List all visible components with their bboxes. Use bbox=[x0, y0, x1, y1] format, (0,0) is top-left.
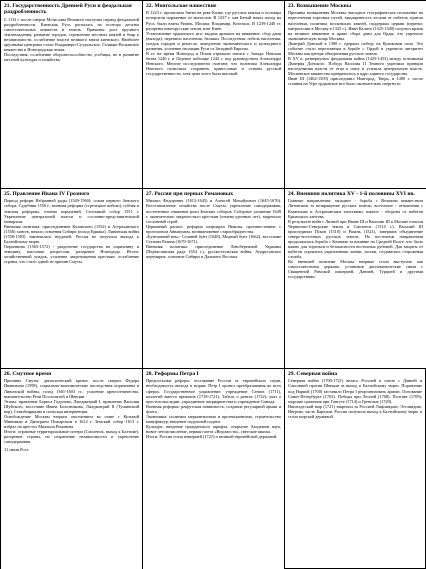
card-body: Северная война (1700-1721) велась Россией в союзе с Данией и Саксонией против Швеции за выход к Балтийскому морю. Поражение под Нарвой (1700) заставило Петра I реорганизовать армию. Основание Санкт-Петербурга (1703). Победы при Лесной (1708), Полтаве (1709), морские сражения при Гангуте (1714) и Гренгаме (1720). Ништадтский мир (1721) закрепил за Россией Лифляндию, Эстляндию, Ингрию, часть Карелии. Россия получила выход к Балтийскому морю и стала морской державой. bbox=[288, 378, 422, 419]
card-body: Причины возвышения Москвы: выгодное географическое положение на пересечении торговых путей, защищенность лесами от набегов, приток населения, политика московских князей, поддержка церкви (перенос митрополии в Москву в 1325 г.). Иван Калита (1325-1340) получил ярлык на великое княжение и право сбора дани для Орды, что укрепило экономическую мощь Москвы. Дмитрий Донской в 1380 г. одержал победу на Куликовом поле. Это событие стало переломным в борьбе с Ордой и укрепило авторитет Москвы как центра объединения русских земель. В XV в. развернулась феодальная война (1425-1453) между потомками Дмитрия Донского. Победа Василия II Темного укрепила принцип наследования власти от отца к сыну и усилила центральную власть. Московское княжество превратилось в ядро единого государства. Иван III (1462-1505) присоединил Новгород, Тверь, в 1480 г. после стояния на Угре ордынское иго было окончательно свергнуто. bbox=[288, 10, 423, 87]
card-title: 21. Государственность Древней Руси и феодальная раздробленность bbox=[4, 3, 132, 16]
card-21 bbox=[0, 0, 142, 188]
card-22 bbox=[142, 0, 284, 188]
card-23 bbox=[284, 0, 426, 188]
card-28 bbox=[142, 368, 284, 569]
card-29 bbox=[284, 368, 426, 569]
card-body: Предпосылки реформ: отставание России от европейских стран, необходимость выхода к морям. Петр I провел преобразования во всех сферах. Государственное управление: учреждение Сената (1711), коллегий вместо приказов (1718-1721), Табель о рангах (1722), указ о престолонаследии, упразднение патриаршества и учреждение Синода. Военная реформа: рекрутская повинность, создание регулярной армии и флота. Экономика: политика меркантилизма и протекционизма, строительство мануфактур, введение подушной подати. Культура: введение гражданского шрифта, открытие Академии наук, новое летоисчисление, первая газета «Ведомости», светские школы. Итоги: Россия стала империей (1721) и великой европейской державой. bbox=[146, 378, 281, 439]
card-title: 28. Реформы Петра I bbox=[146, 371, 199, 377]
card-title: 23. Возвышение Москвы bbox=[288, 3, 352, 9]
card-title: 26. Смутное время bbox=[4, 371, 52, 377]
card-27 bbox=[142, 188, 284, 368]
card-25 bbox=[0, 188, 142, 368]
card-title: 27. Россия при первых Романовых bbox=[146, 191, 234, 197]
card-26 bbox=[0, 368, 142, 569]
card-title: 25. Правление Ивана IV Грозного bbox=[4, 191, 90, 197]
card-body: В 1223 г. произошла битва на реке Калке, где русские князья и половцы потерпели поражение от монголов. В 1237 г. хан Батый начал поход на Русь: были взяты Рязань, Москва, Владимир, Козельск. В 1239-1240 гг. разорены южнорусские земли, взят Киев. Установление ордынского ига: выдача ярлыков на княжение, сбор дани (выхода), переписи населения, баскаки. Последствия: гибель населения, упадок городов и ремесла, замедление экономического и культурного развития, усиление изоляции Руси от Западной Европы. В то же время Новгород и Псков отражали натиск с Запада: Невская битва 1240 г. и Ледовое побоище 1242 г. под руководством Александра Невского. Многие исследователи считают, что политика Александра Невского позволила сохранить православие и основы русской государственности, хотя цена этого была высокой. bbox=[146, 10, 281, 76]
card-body: Причины Смуты: династический кризис после смерти Федора Ивановича (1598), социально-экономические последствия опричнины и Ливонской войны, голод 1601-1603 гг., усиление крепостничества, вмешательство Речи Посполитой и Швеции. Этапы: правление Бориса Годунова, Лжедмитрий I, правление Василия Шуйского, восстание Ивана Болотникова, Лжедмитрий II (Тушинский вор), Семибоярщина и польская интервенция. Освобождение Москвы вторым ополчением во главе с Кузьмой Мининым и Дмитрием Пожарским в 1612 г. Земский собор 1613 г. избрал на престол Михаила Романова. Итоги: огромные территориальные потери (Смоленск, выход к Балтике), разорение страны, но сохранение независимости и укрепление самодержавия. bbox=[4, 378, 139, 444]
card-body: Михаил Федорович (1613-1645) и Алексей Михайлович (1645-1676). Восстановление хозяйства после Смуты, укрепление самодержавия, постепенное снижение роли Земских соборов. Соборное уложение 1649 г. окончательно закрепостило крестьян (отмена урочных лет), закрепило сословный строй. Церковный раскол: реформа патриарха Никона, противостояние с протопопом Аввакумом, возникновение старообрядчества. «Бунташный век»: Соляной бунт (1648), Медный бунт (1662), восстание Степана Разина (1670-1671). Внешняя политика: присоединение Левобережной Украины (Переяславская рада 1654 г.), русско-польская война, Андрусовское перемирие, освоение Сибири и Дальнего Востока. bbox=[146, 198, 281, 259]
card-body: С 1132 г. после смерти Мстислава Великого наступил период феодальной раздробленности. Киевская Русь распалась на полтора десятка самостоятельных княжеств и земель. Причины: рост крупного землевладения, развитие городов, стремление местных князей и бояр к независимости, ослабление власти великого князя киевского. Наиболее крупными центрами стали Владимиро-Суздальское, Галицко-Волынское княжества и Новгородская земля. Последствия: ослабление обороноспособности, усобицы, но и развитие местной культуры и хозяйства. bbox=[4, 16, 139, 63]
card-title: 24. Внешняя политика XV - 1-й половины XVI вв. bbox=[288, 191, 415, 197]
card-body: Период реформ Избранной рады (1549-1560): созыв первого Земского собора, Судебник 1550 г., военная реформа (стрелецкое войско), губная и земская реформы, отмена кормлений, Стоглавый собор 1551 г. Укрепление центральной власти и сословно-представительной монархии. Внешняя политика: присоединение Казанского (1552) и Астраханского (1556) ханств, начало освоения Сибири (поход Ермака). Ливонская война (1558-1583) закончилась неудачей, Россия не получила выхода к Балтийскому морю. Опричнина (1565-1572) - разделение государства на опричнину и земщину, массовые репрессии, разорение Новгорода. Итоги: хозяйственный упадок, усиление закрепощения крестьян, ослабление страны, что стало одной из причин Смуты. bbox=[4, 198, 139, 264]
card-body: Главные направления: западное - борьба с Великим княжеством Литовским за возвращение русских земель; восточное - отношения с Казанским и Астраханским ханствами; южное - оборона от набегов Крымского ханства. В результате войн с Литвой при Иване III и Василии III к Москве отошли Чернигово-Северские земли и Смоленск (1514 г.). Василий III присоединил Псков (1510) и Рязань (1521), завершив объединение северо-восточных русских земель. На восточном направлении продолжалась борьба с Казанью за влияние на Средней Волге, что было важно для торговли и безопасности восточных рубежей. Для защиты от набегов строились укрепленные линии, засеки, создавалась сторожевая служба. Во внешней политике Москва впервые стала выступать как самостоятельная держава, установив дипломатические связи с Священной Римской империей, Данией, Турцией и другими государствами. bbox=[288, 198, 423, 280]
card-24 bbox=[284, 188, 426, 368]
card-title: 29. Северная война bbox=[288, 371, 338, 377]
card-footer-note: 11 июля Рост bbox=[4, 447, 29, 453]
card-title: 22. Монгольское нашествие bbox=[146, 3, 217, 9]
